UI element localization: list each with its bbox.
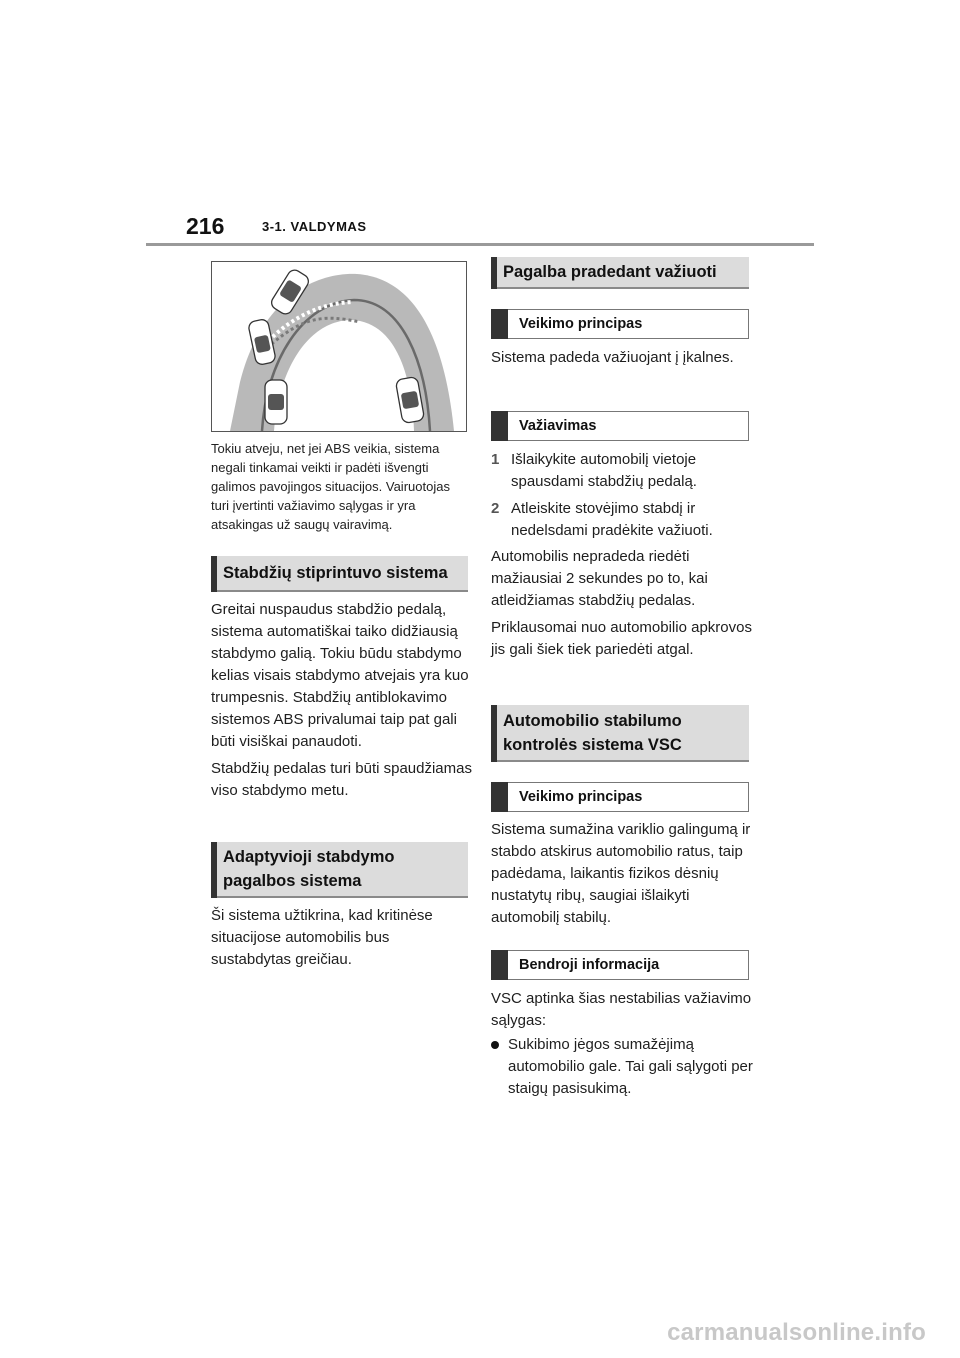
general-info-body xyxy=(491,988,753,1037)
start-principle-text: Sistema padeda važiuojant į įkalnes. xyxy=(491,349,734,366)
vsc-principle-body xyxy=(491,819,753,934)
bullet-icon xyxy=(491,1034,508,1100)
watermark: carmanualsonline.info xyxy=(667,1319,926,1346)
bullet-1-text: Sukibimo jėgos sumažėjimą automobilio gale. Tai gali sąlygoti per staigų pasisukimą. xyxy=(508,1036,753,1097)
figure-caption xyxy=(211,439,471,534)
step-1 xyxy=(491,449,753,493)
heading-start-assist-text: Pagalba pradedant važiuoti xyxy=(503,263,717,281)
step-2-text: Atleiskite stovėjimo stabdį ir nedelsdami pradėkite važiuoti. xyxy=(511,500,713,539)
start-assist-paragraph-2: Priklausomai nuo automobilio apkrovos jis gali šiek tiek pariedėti atgal. xyxy=(491,619,752,658)
step-2 xyxy=(491,498,753,542)
heading-start-assist xyxy=(491,257,749,289)
heading-adaptive-brake xyxy=(211,842,468,898)
curve-skid-illustration xyxy=(211,261,467,432)
subheading-vsc-principle-text: Veikimo principas xyxy=(519,789,643,805)
step-1-text: Išlaikykite automobilį vietoje spausdami stabdžių pedalą. xyxy=(511,451,697,490)
heading-adaptive-brake-text: Adaptyvioji stabdymo pagalbos sistema xyxy=(223,848,395,890)
header-divider xyxy=(146,243,814,246)
subheading-driving-text: Važiavimas xyxy=(519,418,597,434)
brake-assist-paragraph-1: Greitai nuspaudus stabdžio pedalą, sistema automatiškai taiko didžiausią stabdymo galią. Tokiu būdu stabdymo kelias visais stabdymo atvejais yra kuo trumpesnis. Stabdžių antiblokavimo sistemos ABS privalumai taip pat gali būti visiškai panaudoti. xyxy=(211,601,469,750)
general-info-text: VSC aptinka šias nestabilias važiavimo sąlygas: xyxy=(491,990,752,1029)
brake-assist-body xyxy=(211,599,473,807)
page-number: 216 xyxy=(186,213,225,239)
brake-assist-paragraph-2: Stabdžių pedalas turi būti spaudžiamas viso stabdymo metu. xyxy=(211,760,472,799)
start-principle-body xyxy=(491,347,753,374)
adaptive-brake-body xyxy=(211,905,473,976)
road-curve-drawing xyxy=(212,262,466,431)
subheading-start-principle-text: Veikimo principas xyxy=(519,316,643,332)
heading-vsc-text: Automobilio stabilumo kontrolės sistema VSC xyxy=(503,711,682,754)
subheading-driving xyxy=(491,411,749,441)
section-title: 3-1. VALDYMAS xyxy=(262,219,367,234)
heading-brake-assist xyxy=(211,556,468,592)
start-assist-body xyxy=(491,546,753,666)
step-2-number: 2 xyxy=(491,500,500,517)
adaptive-brake-paragraph-1: Ši sistema užtikrina, kad kritinėse situacijose automobilis bus sustabdytas greičiau. xyxy=(211,907,433,968)
subheading-general-info-text: Bendroji informacija xyxy=(519,957,660,973)
heading-vsc xyxy=(491,705,749,762)
subheading-general-info xyxy=(491,950,749,980)
list-item xyxy=(491,1034,753,1100)
heading-brake-assist-text: Stabdžių stiprintuvo sistema xyxy=(223,564,448,582)
vsc-principle-text: Sistema sumažina variklio galingumą ir stabdo atskirus automobilio ratus, taip padėdama, laikantis fizikos dėsnių nustatytų ribų, saugiai išlaikyti automobilį stabilų. xyxy=(491,821,751,926)
start-assist-paragraph-1: Automobilis nepradeda riedėti mažiausiai 2 sekundes po to, kai atleidžiamas stabdžių pedalas. xyxy=(491,548,708,609)
subheading-vsc-principle xyxy=(491,782,749,812)
figure-caption-text: Tokiu atveju, net jei ABS veikia, sistema negali tinkamai veikti ir padėti išvengti galimos pavojingos situacijos. Vairuotojas turi įvertinti važiavimo sąlygas ir yra atsakingas už saugų vairavimą. xyxy=(211,441,450,532)
step-1-number: 1 xyxy=(491,451,500,468)
subheading-start-principle xyxy=(491,309,749,339)
